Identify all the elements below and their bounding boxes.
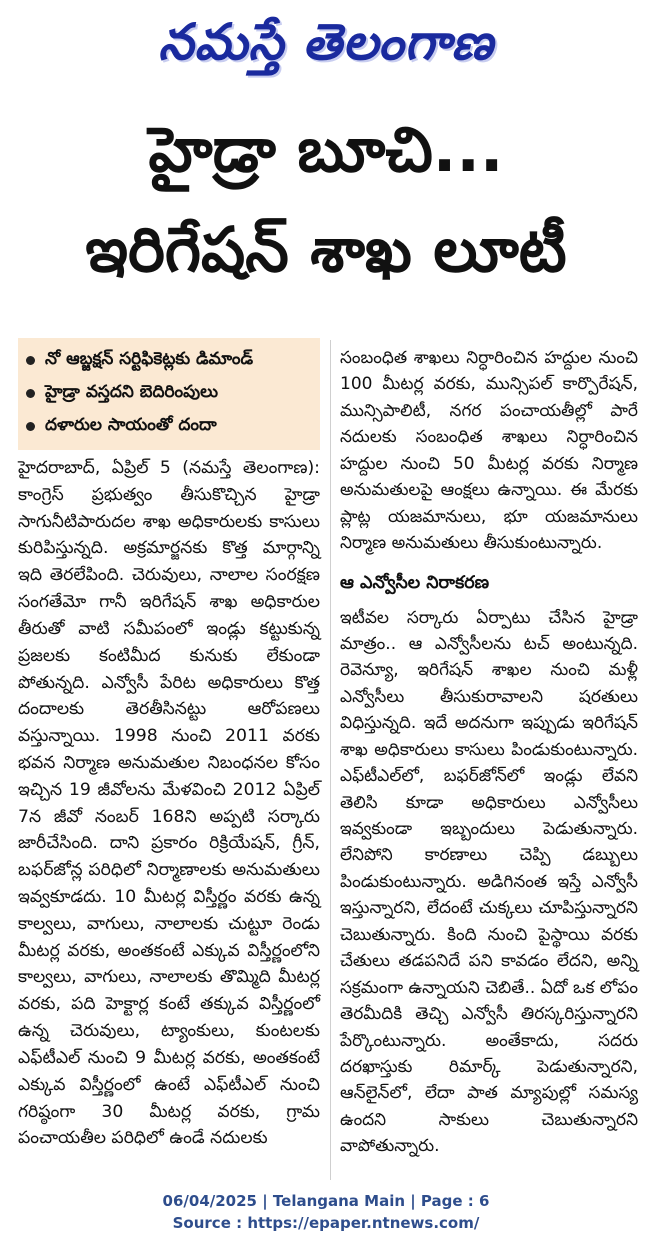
page-footer [0, 1190, 652, 1234]
highlight-text: హైడ్రా వస్తదని బెదిరింపులు [45, 381, 219, 402]
article-paragraph: హైదరాబాద్, ఏప్రిల్ 5 (నమస్తే తెలంగాణ): కాంగ్రెస్ ప్రభుత్వం తీసుకొచ్చిన హైడ్రా సాగునీటిపారుదల శాఖ అధికారులకు కాసులు కురిపిస్తున్నది. అక్రమార్జనకు కొత్త మార్గాన్ని ఇది తెరలేపింది. చెరువులు, నాలాల సంరక్షణ సంగతేమో గానీ ఇరిగేషన్ శాఖ అధికారుల తీరుతో వాటి సమీపంలో ఇండ్లు కట్టుకున్న ప్రజలకు కంటిమీద కునుకు లేకుండా పోతున్నది. ఎన్వోసీ పేరిట అధికారులు కొత్త దందాలకు తెరతీసినట్టు ఆరోపణలు వస్తున్నాయి. 1998 నుంచి 2011 వరకు భవన నిర్మాణ అనుమతుల నిబంధనల కోసం ఇచ్చిన 19 జీవోలను మేళవించి 2012 ఏప్రిల్ 7న జీవో నంబర్ 168ని అప్పటి సర్కారు జారీచేసింది. దాని ప్రకారం రిక్రియేషన్, గ్రీన్, బఫర్‌జోన్ల పరిధిలో నిర్మాణాలకు అనుమతులు ఇవ్వకూడదు. 10 మీటర్ల విస్తీర్ణం వరకు ఉన్న కాల్వలు, వాగులు, నాలాలకు చుట్టూ రెండు మీటర్ల వరకు, అంతకంటే ఎక్కువ విస్తీర్ణంలోని కాల్వలు, వాగులు, నాలాలకు తొమ్మిది మీటర్ల వరకు, పది హెక్టార్ల కంటే తక్కువ విస్తీర్ణంలో ఉన్న చెరువులు, ట్యాంకులు, కుంటలకు ఎఫ్‌టీఎల్ నుంచి 9 మీటర్ల వరకు, అంతకంటే ఎక్కువ విస్తీర్ణంలో ఉంటే ఎఫ్‌టీఎల్ నుంచి గరిష్ఠంగా 30 మీటర్ల వరకు, గ్రామ పంచాయతీల పరిధిలో ఉండే నదులకు [18, 458, 320, 1149]
highlight-item [26, 410, 312, 443]
masthead [0, 8, 652, 88]
bullet-icon [26, 389, 35, 398]
article-paragraph: సంబంధిత శాఖలు నిర్ధారించిన హద్దుల నుంచి 100 మీటర్ల వరకు, మున్సిపల్ కార్పొరేషన్, మున్సిపాలిటీ, నగర పంచాయతీల్లో పారే నదులకు సంబంధిత శాఖలు నిర్ధారించిన హద్దుల నుంచి 50 మీటర్ల వరకు నిర్మాణ అనుమతులపై ఆంక్షలు ఉన్నాయి. ఈ మేరకు ప్లాట్ల యజమానులు, భూ యజమానులు నిర్మాణ అనుమతులు తీసుకుంటున్నారు. [340, 348, 638, 554]
section-subheading: ఆ ఎన్వోసీల నిరాకరణ [340, 572, 490, 593]
bullet-icon [26, 422, 35, 431]
newspaper-logo: నమస్తే తెలంగాణ [158, 12, 494, 71]
headline-line-1: హైడ్రా బూచి... [148, 113, 504, 186]
highlight-text: నో ఆబ్జక్షన్ సర్టిఫికెట్లకు డిమాండ్ [45, 348, 254, 369]
highlight-text: దళారుల సాయంతో దందా [45, 414, 217, 435]
highlights-box [18, 338, 320, 450]
article-paragraph: ఇటీవల సర్కారు ఏర్పాటు చేసిన హైడ్రా మాత్రం.. ఆ ఎన్వోసీలను టచ్ అంటున్నది. రెవెన్యూ, ఇరిగేషన్ శాఖల నుంచి మళ్లీ ఎన్వోసీలు తీసుకురావాలని షరతులు విధిస్తున్నది. ఇదే అదనుగా ఇప్పుడు ఇరిగేషన్ శాఖ అధికారులు కాసులు పిండుకుంటున్నారు. ఎఫ్‌టీఎల్‌లో, బఫర్‌జోన్‌లో ఇండ్లు లేవని తెలిసి కూడా అధికారులు ఎన్వోసీలు ఇవ్వకుండా ఇబ్బందులు పెడుతున్నారు. లేనిపోని కారణాలు చెప్పి డబ్బులు పిండుకుంటున్నారు. అడిగినంత ఇస్తే ఎన్వోసీ ఇస్తున్నారని, లేదంటే చుక్కలు చూపిస్తున్నారని చెబుతున్నారు. కింది నుంచి పైస్థాయి వరకు చేతులు తడపనిదే పని కావడం లేదని, అన్ని సక్రమంగా ఉన్నాయని చెబితే.. ఏదో ఒక లోపం తెరమీదికి తెచ్చి ఎన్వోసీ తిరస్కరిస్తున్నారని పేర్కొంటున్నారు. అంతేకాదు, సదరు దరఖాస్తుకు రిమార్క్ పెడుతున్నారని, ఆన్‌లైన్‌లో, లేదా పాత మ్యాపుల్లో సమస్య ఉందని సాకులు చెబుతున్నారని వాపోతున్నారు. [340, 607, 638, 1157]
headline-line-2: ఇరిగేషన్ శాఖ లూటీ [85, 213, 567, 286]
highlight-item [26, 377, 312, 410]
column-divider [330, 340, 331, 1180]
highlight-item [26, 344, 312, 377]
bullet-icon [26, 356, 35, 365]
footer-source: Source : https://epaper.ntnews.com/ [172, 1214, 480, 1232]
article-right-column [340, 345, 638, 1160]
article-left-column [18, 455, 320, 1152]
footer-date-edition: 06/04/2025 | Telangana Main | Page : 6 [162, 1192, 490, 1210]
headline [10, 100, 642, 300]
